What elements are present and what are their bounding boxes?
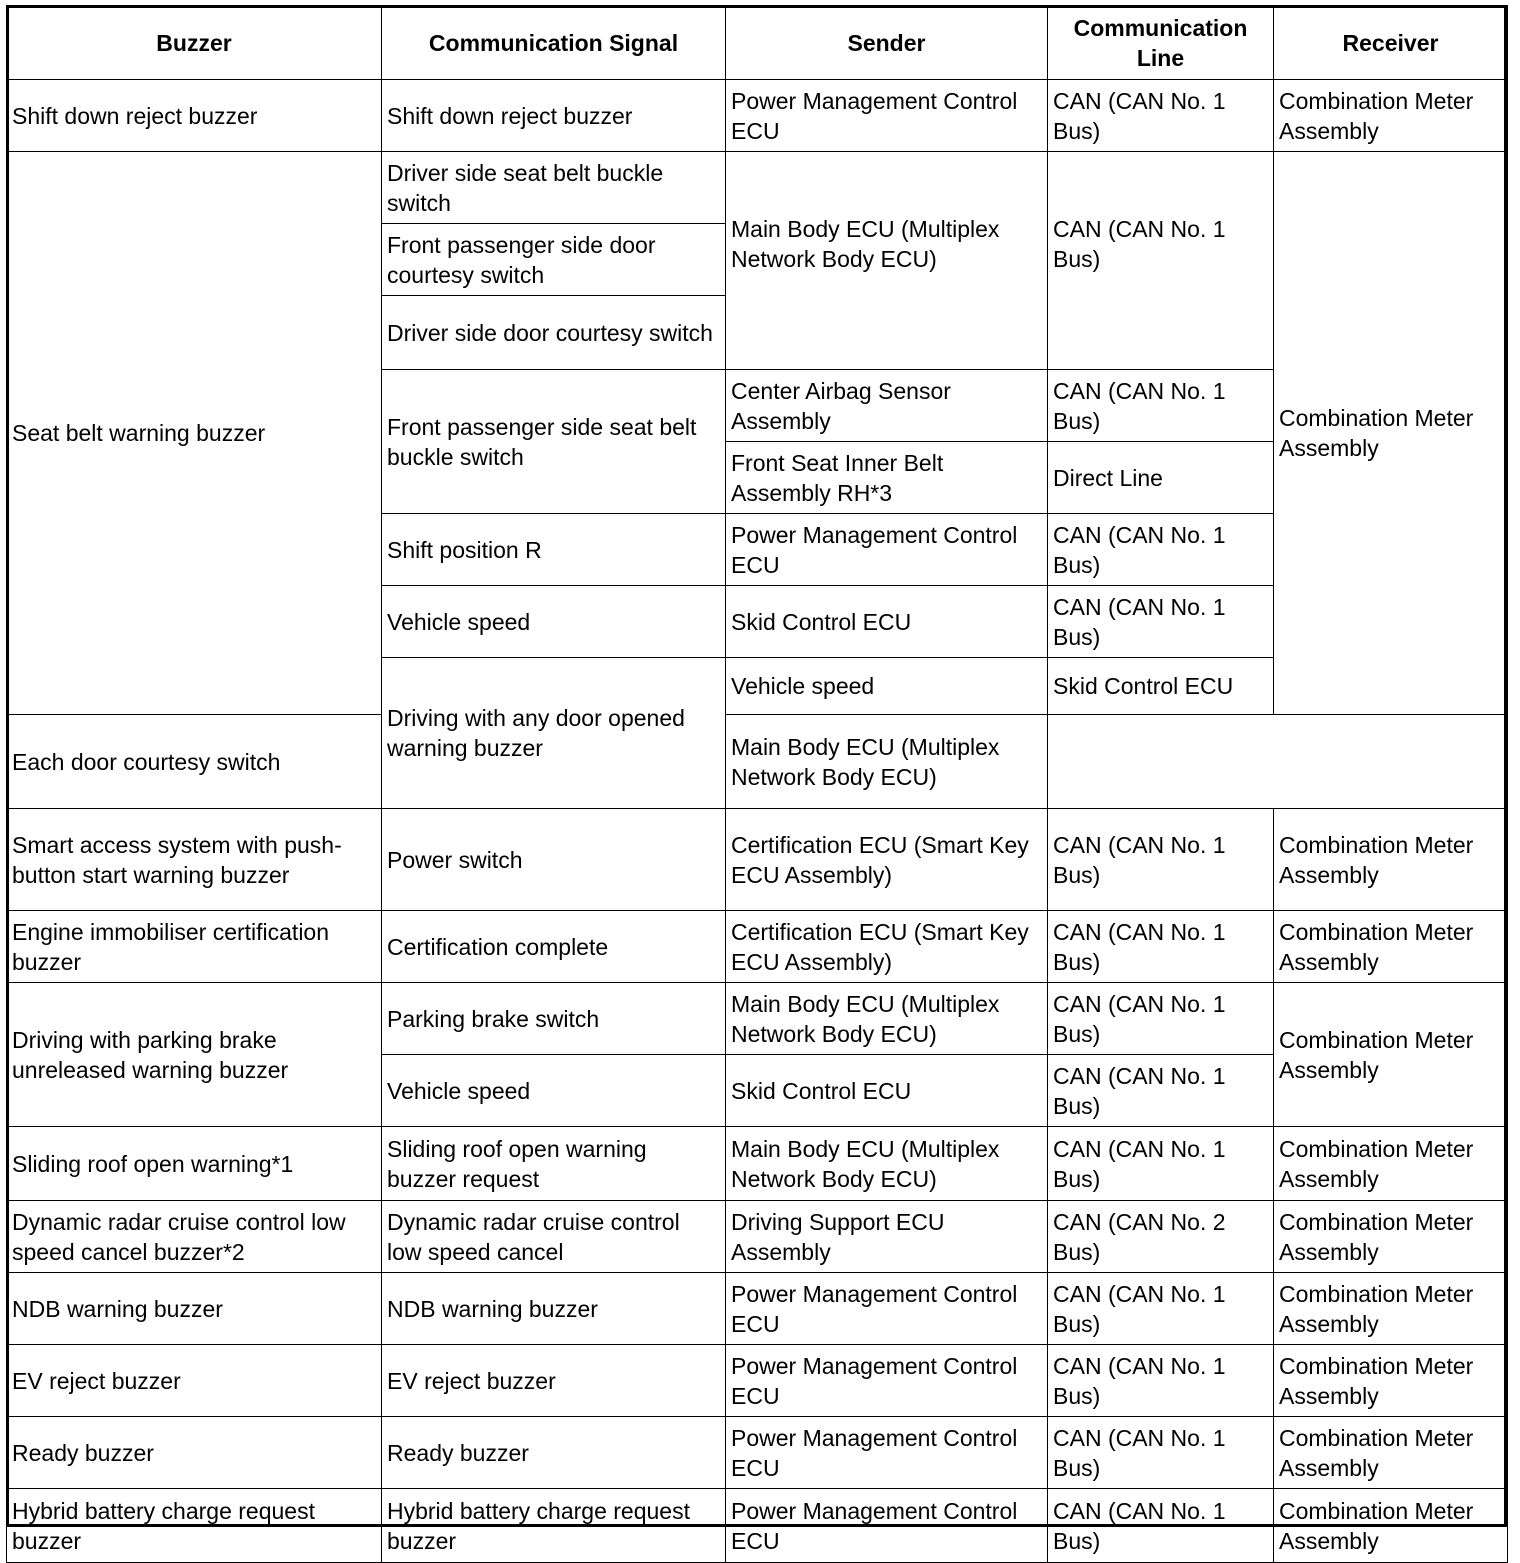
table-row bbox=[7, 80, 1508, 152]
line-cell: CAN (CAN No. 1 Bus) bbox=[1048, 370, 1274, 442]
line-cell: CAN (CAN No. 1 Bus) bbox=[1048, 1489, 1274, 1563]
buzzer-cell: Driving with parking brake unreleased warning buzzer bbox=[7, 983, 382, 1127]
sender-cell: Power Management Control ECU bbox=[726, 514, 1048, 586]
receiver-cell: Combination Meter Assembly bbox=[1274, 1273, 1508, 1345]
buzzer-cell: Shift down reject buzzer bbox=[7, 80, 382, 152]
table-row bbox=[7, 1127, 1508, 1201]
buzzer-cell: Sliding roof open warning*1 bbox=[7, 1127, 382, 1201]
signal-cell: Sliding roof open warning buzzer request bbox=[382, 1127, 726, 1201]
receiver-cell: Combination Meter Assembly bbox=[1274, 809, 1508, 911]
sender-cell: Power Management Control ECU bbox=[726, 1345, 1048, 1417]
line-cell: CAN (CAN No. 1 Bus) bbox=[1048, 586, 1274, 658]
sender-cell: Main Body ECU (Multiplex Network Body ECU) bbox=[726, 983, 1048, 1055]
line-cell: CAN (CAN No. 1 Bus) bbox=[1048, 1417, 1274, 1489]
buzzer-cell: NDB warning buzzer bbox=[7, 1273, 382, 1345]
receiver-cell: Combination Meter Assembly bbox=[1274, 80, 1508, 152]
signal-cell: Power switch bbox=[382, 809, 726, 911]
receiver-cell: Combination Meter Assembly bbox=[1274, 983, 1508, 1127]
sender-cell: Front Seat Inner Belt Assembly RH*3 bbox=[726, 442, 1048, 514]
line-cell: Direct Line bbox=[1048, 442, 1274, 514]
sender-cell: Power Management Control ECU bbox=[726, 1273, 1048, 1345]
buzzer-cell: Engine immobiliser certification buzzer bbox=[7, 911, 382, 983]
signal-cell: Shift position R bbox=[382, 514, 726, 586]
signal-cell: Dynamic radar cruise control low speed cancel bbox=[382, 1201, 726, 1273]
header-communication-signal: Communication Signal bbox=[382, 6, 726, 80]
buzzer-cell: EV reject buzzer bbox=[7, 1345, 382, 1417]
buzzer-cell: Driving with any door opened warning buzzer bbox=[382, 658, 726, 809]
table-row bbox=[7, 152, 1508, 224]
buzzer-cell: Smart access system with push-button start warning buzzer bbox=[7, 809, 382, 911]
signal-cell: EV reject buzzer bbox=[382, 1345, 726, 1417]
line-cell: CAN (CAN No. 1 Bus) bbox=[1048, 1273, 1274, 1345]
sender-cell: Center Airbag Sensor Assembly bbox=[726, 370, 1048, 442]
header-sender: Sender bbox=[726, 6, 1048, 80]
signal-cell: Shift down reject buzzer bbox=[382, 80, 726, 152]
receiver-cell: Combination Meter Assembly bbox=[1274, 1127, 1508, 1201]
buzzer-cell: Seat belt warning buzzer bbox=[7, 152, 382, 715]
signal-cell: Vehicle speed bbox=[382, 586, 726, 658]
signal-cell: Hybrid battery charge request buzzer bbox=[382, 1489, 726, 1563]
sender-cell: Main Body ECU (Multiplex Network Body ECU) bbox=[726, 152, 1048, 370]
table-row bbox=[7, 1417, 1508, 1489]
signal-cell: Front passenger side door courtesy switch bbox=[382, 224, 726, 296]
header-row bbox=[7, 6, 1508, 80]
buzzer-communication-table bbox=[6, 5, 1508, 1563]
signal-cell: Parking brake switch bbox=[382, 983, 726, 1055]
signal-cell: Certification complete bbox=[382, 911, 726, 983]
receiver-cell: Combination Meter Assembly bbox=[1274, 1417, 1508, 1489]
signal-cell: NDB warning buzzer bbox=[382, 1273, 726, 1345]
header-receiver: Receiver bbox=[1274, 6, 1508, 80]
line-cell: CAN (CAN No. 1 Bus) bbox=[1048, 911, 1274, 983]
line-cell: CAN (CAN No. 1 Bus) bbox=[1048, 1345, 1274, 1417]
receiver-cell: Combination Meter Assembly bbox=[1274, 1489, 1508, 1563]
receiver-cell: Combination Meter Assembly bbox=[1274, 911, 1508, 983]
sender-cell: Main Body ECU (Multiplex Network Body ECU) bbox=[726, 1127, 1048, 1201]
signal-cell: Front passenger side seat belt buckle switch bbox=[382, 370, 726, 514]
table-row bbox=[7, 1201, 1508, 1273]
receiver-cell: Combination Meter Assembly bbox=[1274, 1345, 1508, 1417]
table-row bbox=[7, 983, 1508, 1055]
signal-cell: Driver side seat belt buckle switch bbox=[382, 152, 726, 224]
line-cell: CAN (CAN No. 1 Bus) bbox=[1048, 983, 1274, 1055]
sender-cell: Power Management Control ECU bbox=[726, 1489, 1048, 1563]
sender-cell: Skid Control ECU bbox=[726, 1055, 1048, 1127]
buzzer-cell: Ready buzzer bbox=[7, 1417, 382, 1489]
sender-cell: Main Body ECU (Multiplex Network Body ECU) bbox=[726, 715, 1048, 809]
line-cell: CAN (CAN No. 1 Bus) bbox=[1048, 152, 1274, 370]
line-cell: CAN (CAN No. 1 Bus) bbox=[1048, 809, 1274, 911]
sender-cell: Certification ECU (Smart Key ECU Assembly) bbox=[726, 911, 1048, 983]
receiver-cell: Combination Meter Assembly bbox=[1274, 1201, 1508, 1273]
line-cell: CAN (CAN No. 1 Bus) bbox=[1048, 1127, 1274, 1201]
header-communication-line: Communication Line bbox=[1048, 6, 1274, 80]
sender-cell: Driving Support ECU Assembly bbox=[726, 1201, 1048, 1273]
signal-cell: Ready buzzer bbox=[382, 1417, 726, 1489]
table-row bbox=[7, 715, 1508, 809]
sender-cell: Power Management Control ECU bbox=[726, 1417, 1048, 1489]
signal-cell: Vehicle speed bbox=[382, 1055, 726, 1127]
sender-cell: Power Management Control ECU bbox=[726, 80, 1048, 152]
table-row bbox=[7, 1489, 1508, 1563]
signal-cell: Vehicle speed bbox=[726, 658, 1048, 715]
table-row bbox=[7, 809, 1508, 911]
sender-cell: Certification ECU (Smart Key ECU Assembly) bbox=[726, 809, 1048, 911]
line-cell: CAN (CAN No. 1 Bus) bbox=[1048, 80, 1274, 152]
sender-cell: Skid Control ECU bbox=[726, 586, 1048, 658]
table-row bbox=[7, 1345, 1508, 1417]
header-buzzer: Buzzer bbox=[7, 6, 382, 80]
signal-cell: Each door courtesy switch bbox=[7, 715, 382, 809]
table-row bbox=[7, 1273, 1508, 1345]
buzzer-cell: Dynamic radar cruise control low speed cancel buzzer*2 bbox=[7, 1201, 382, 1273]
line-cell: CAN (CAN No. 1 Bus) bbox=[1048, 514, 1274, 586]
table-row bbox=[7, 911, 1508, 983]
buzzer-cell: Hybrid battery charge request buzzer bbox=[7, 1489, 382, 1563]
buzzer-communication-table-frame bbox=[6, 5, 1507, 1554]
sender-cell: Skid Control ECU bbox=[1048, 658, 1274, 715]
receiver-cell: Combination Meter Assembly bbox=[1274, 152, 1508, 715]
line-cell: CAN (CAN No. 1 Bus) bbox=[1048, 1055, 1274, 1127]
line-cell: CAN (CAN No. 2 Bus) bbox=[1048, 1201, 1274, 1273]
signal-cell: Driver side door courtesy switch bbox=[382, 296, 726, 370]
